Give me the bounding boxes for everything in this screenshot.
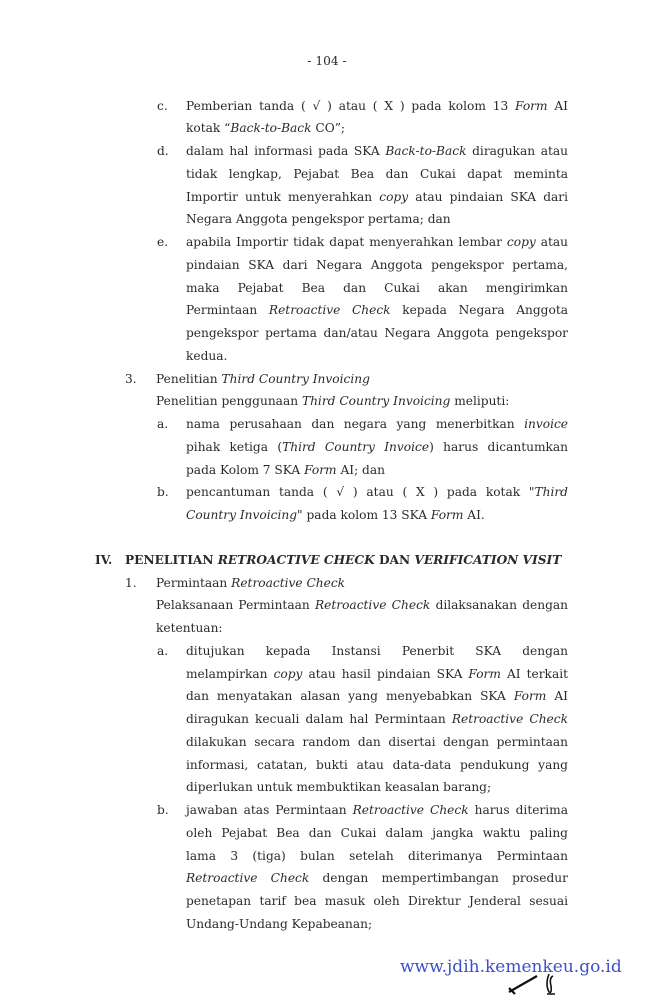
italic-term: Form: [304, 462, 337, 477]
italic-term: Form: [515, 98, 548, 113]
italic-term: Third: [534, 485, 568, 500]
italic-term: Third Country Invoicing: [301, 394, 451, 409]
text-line: dan menyatakan alasan yang menyebabkan SKA Form AI: [186, 689, 568, 704]
text-line: pihak ketiga (Third Country Invoice) harus dicantumkan: [186, 439, 568, 454]
text-line: pada Kolom 7 SKA Form AI; dan: [186, 462, 385, 477]
list-item: [0, 231, 654, 368]
text-line: melampirkan copy atau hasil pindaian SKA Form AI terkait: [186, 666, 569, 681]
italic-term: Retroactive Check: [451, 712, 568, 726]
italic-term: RETROACTIVE CHECK: [217, 552, 375, 567]
paragraph: [0, 390, 654, 413]
italic-term: copy: [506, 235, 536, 249]
text-line: maka Pejabat Bea dan Cukai akan mengirimkan: [186, 280, 568, 295]
list-marker: IV.: [95, 552, 113, 567]
text-line: Importir untuk menyerahkan copy atau pindaian SKA dari: [186, 189, 568, 204]
list-marker: 1.: [125, 575, 137, 590]
text-line: PENELITIAN RETROACTIVE CHECK DAN VERIFICATION VISIT: [125, 552, 562, 567]
text-line: penetapan tarif bea masuk oleh Direktur Jenderal sesuai: [186, 894, 568, 908]
text-line: jawaban atas Permintaan Retroactive Check harus diterima: [186, 803, 568, 817]
list-marker: e.: [157, 235, 169, 249]
section-heading: [0, 549, 654, 572]
text-line: Retroactive Check dengan mempertimbangan prosedur: [186, 871, 568, 886]
text-line: kotak “Back-to-Back CO”;: [186, 121, 346, 136]
text-line: informasi, catatan, bukti atau data-data pendukung yang: [186, 757, 568, 772]
italic-term: Third Country Invoicing: [221, 371, 370, 386]
italic-term: Form: [430, 508, 464, 522]
document-body: [0, 95, 654, 936]
text-line: Country Invoicing" pada kolom 13 SKA Form AI.: [186, 508, 485, 522]
footer-website-link[interactable]: www.jdih.kemenkeu.go.id: [400, 957, 622, 977]
text-line: Penelitian penggunaan Third Country Invoicing meliputi:: [156, 394, 510, 409]
text-line: Pemberian tanda ( √ ) atau ( X ) pada kolom 13 Form AI: [186, 98, 568, 113]
list-item: [0, 368, 654, 391]
list-marker: d.: [157, 144, 169, 158]
list-marker: b.: [157, 803, 169, 817]
text-line: Undang-Undang Kepabeanan;: [186, 916, 373, 931]
italic-term: copy: [273, 666, 303, 681]
text-line: kedua.: [186, 348, 228, 363]
italic-term: Retroactive Check: [314, 598, 431, 613]
text-line: pencantuman tanda ( √ ) atau ( X ) pada kotak "Third: [186, 485, 568, 500]
text-line: Penelitian Third Country Invoicing: [156, 371, 370, 386]
text-line: pengekspor pertama dan/atau Negara Anggota pengekspor: [186, 326, 568, 340]
list-item: [0, 572, 654, 595]
italic-term: Country Invoicing: [186, 508, 298, 522]
italic-term: Retroactive Check: [231, 575, 346, 590]
italic-term: Third Country Invoice: [282, 439, 430, 454]
paragraph: [0, 594, 654, 640]
text-line: Permintaan Retroactive Check kepada Negara Anggota: [186, 303, 568, 318]
text-line: dilakukan secara random dan disertai dengan permintaan: [186, 734, 568, 749]
text-line: oleh Pejabat Bea dan Cukai dalam jangka waktu paling: [186, 825, 568, 840]
list-marker: b.: [157, 485, 169, 500]
list-marker: a.: [157, 643, 169, 658]
list-item: [0, 481, 654, 527]
text-line: diperlukan untuk membuktikan keasalan barang;: [186, 780, 492, 795]
list-marker: a.: [157, 417, 169, 431]
text-line: Permintaan Retroactive Check: [156, 575, 346, 590]
italic-term: VERIFICATION VISIT: [414, 552, 562, 567]
signature-initial-icon: [505, 966, 575, 998]
italic-term: copy: [379, 189, 409, 204]
italic-term: Retroactive Check: [186, 871, 310, 886]
italic-term: Retroactive Check: [268, 303, 391, 318]
text-line: dalam hal informasi pada SKA Back-to-Back diragukan atau: [186, 144, 568, 158]
text-line: diragukan kecuali dalam hal Permintaan Retroactive Check: [186, 712, 568, 726]
list-item: [0, 95, 654, 141]
page-number: - 104 -: [307, 54, 347, 68]
text-line: apabila Importir tidak dapat menyerahkan lembar copy atau: [186, 235, 569, 249]
list-item: [0, 413, 654, 481]
text-line: ketentuan:: [156, 621, 223, 635]
text-line: lama 3 (tiga) bulan setelah diterimanya Permintaan: [186, 848, 568, 863]
text-line: Pelaksanaan Permintaan Retroactive Check dilaksanakan dengan: [156, 598, 568, 613]
italic-term: invoice: [524, 417, 568, 431]
list-marker: 3.: [125, 371, 137, 386]
italic-term: Back-to-Back: [385, 144, 467, 158]
list-item: [0, 140, 654, 231]
text-line: nama perusahaan dan negara yang menerbitkan invoice: [186, 417, 568, 431]
list-item: [0, 640, 654, 799]
italic-term: Retroactive Check: [352, 803, 469, 817]
italic-term: Form: [468, 666, 501, 681]
italic-term: Back-to-Back: [230, 121, 312, 136]
italic-term: Form: [513, 689, 547, 704]
list-marker: c.: [157, 98, 168, 113]
text-line: tidak lengkap, Pejabat Bea dan Cukai dapat meminta: [186, 166, 568, 181]
text-line: pindaian SKA dari Negara Anggota pengekspor pertama,: [186, 257, 568, 272]
text-line: ditujukan kepada Instansi Penerbit SKA dengan: [186, 643, 568, 658]
list-item: [0, 799, 654, 936]
text-line: Negara Anggota pengekspor pertama; dan: [186, 212, 451, 227]
